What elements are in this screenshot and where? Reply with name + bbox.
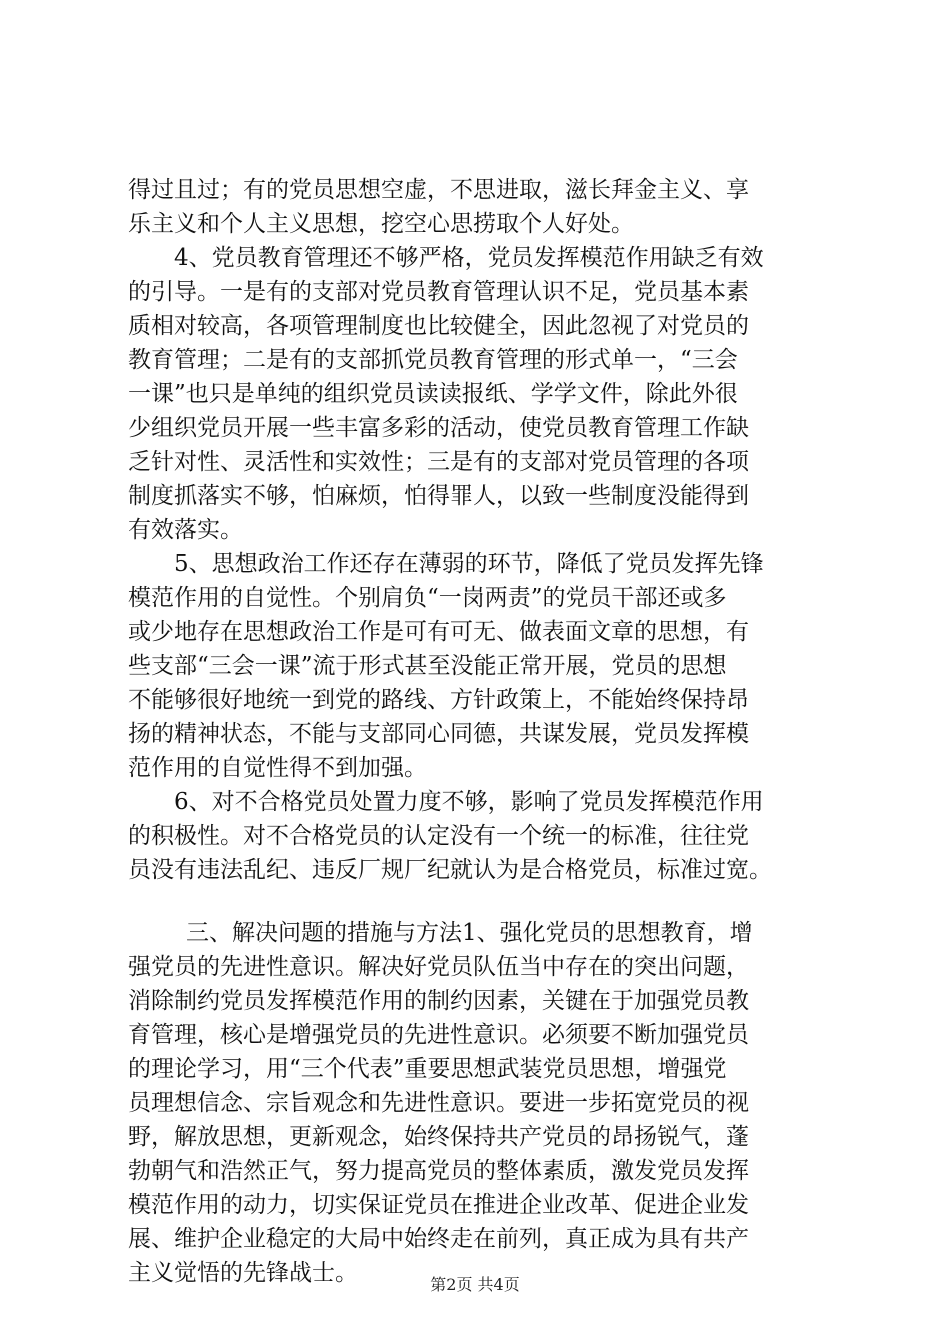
paragraph-line: 的理论学习，用“三个代表”重要思想武装党员思想，增强党 [128, 1056, 727, 1082]
paragraph-line: 的引导。一是有的支部对党员教育管理认识不足，党员基本素 [128, 279, 749, 305]
paragraph-line: 一课”也只是单纯的组织党员读读报纸、学学文件，除此外很 [128, 381, 738, 407]
paragraph-line: 三、解决问题的措施与方法1、强化党员的思想教育，增 [140, 920, 753, 946]
paragraph-line: 的积极性。对不合格党员的认定没有一个统一的标准，往往党 [128, 823, 749, 849]
paragraph-line: 消除制约党员发挥模范作用的制约因素，关键在于加强党员教 [128, 988, 749, 1014]
paragraph-line: 扬的精神状态，不能与支部同心同德，共谋发展，党员发挥模 [128, 721, 749, 747]
paragraph-line: 不能够很好地统一到党的路线、方针政策上，不能始终保持昂 [128, 687, 749, 713]
paragraph-line: 得过且过；有的党员思想空虚，不思进取，滋长拜金主义、享 [128, 177, 749, 203]
paragraph-line: 模范作用的自觉性。个别肩负“一岗两责”的党员干部还或多 [128, 585, 727, 611]
page-footer: 第2页 共4页 [430, 1275, 520, 1294]
paragraph-line: 展、维护企业稳定的大局中始终走在前列，真正成为具有共产 [128, 1226, 749, 1252]
paragraph-line: 少组织党员开展一些丰富多彩的活动，使党员教育管理工作缺 [128, 415, 749, 441]
paragraph-line: 乐主义和个人主义思想，挖空心思捞取个人好处。 [128, 211, 634, 237]
paragraph-line: 模范作用的动力，切实保证党员在推进企业改革、促进企业发 [128, 1192, 749, 1218]
paragraph-line: 野，解放思想，更新观念，始终保持共产党员的昂扬锐气，蓬 [128, 1124, 749, 1150]
paragraph-line: 范作用的自觉性得不到加强。 [128, 755, 427, 781]
paragraph-line: 6、对不合格党员处置力度不够，影响了党员发挥模范作用 [128, 789, 764, 815]
paragraph-line: 勃朝气和浩然正气，努力提高党员的整体素质，激发党员发挥 [128, 1158, 749, 1184]
paragraph-line: 4、党员教育管理还不够严格，党员发挥模范作用缺乏有效 [128, 245, 764, 271]
paragraph-line: 教育管理；二是有的支部抓党员教育管理的形式单一，“三会 [128, 347, 738, 373]
paragraph-line: 质相对较高，各项管理制度也比较健全，因此忽视了对党员的 [128, 313, 749, 339]
paragraph-line: 育管理，核心是增强党员的先进性意识。必须要不断加强党员 [128, 1022, 749, 1048]
paragraph-line: 乏针对性、灵活性和实效性；三是有的支部对党员管理的各项 [128, 449, 749, 475]
paragraph-line: 员理想信念、宗旨观念和先进性意识。要进一步拓宽党员的视 [128, 1090, 749, 1116]
paragraph-line: 员没有违法乱纪、违反厂规厂纪就认为是合格党员，标准过宽。 [128, 857, 772, 883]
paragraph-line: 制度抓落实不够，怕麻烦，怕得罪人，以致一些制度没能得到 [128, 483, 749, 509]
paragraph-line: 主义觉悟的先锋战士。 [128, 1260, 358, 1286]
paragraph-line: 5、思想政治工作还存在薄弱的环节，降低了党员发挥先锋 [128, 551, 764, 577]
paragraph-line: 有效落实。 [128, 517, 243, 543]
paragraph-line: 或少地存在思想政治工作是可有可无、做表面文章的思想，有 [128, 619, 749, 645]
paragraph-line: 强党员的先进性意识。解决好党员队伍当中存在的突出问题， [128, 954, 749, 980]
paragraph-line: 些支部“三会一课”流于形式甚至没能正常开展，党员的思想 [128, 653, 727, 679]
